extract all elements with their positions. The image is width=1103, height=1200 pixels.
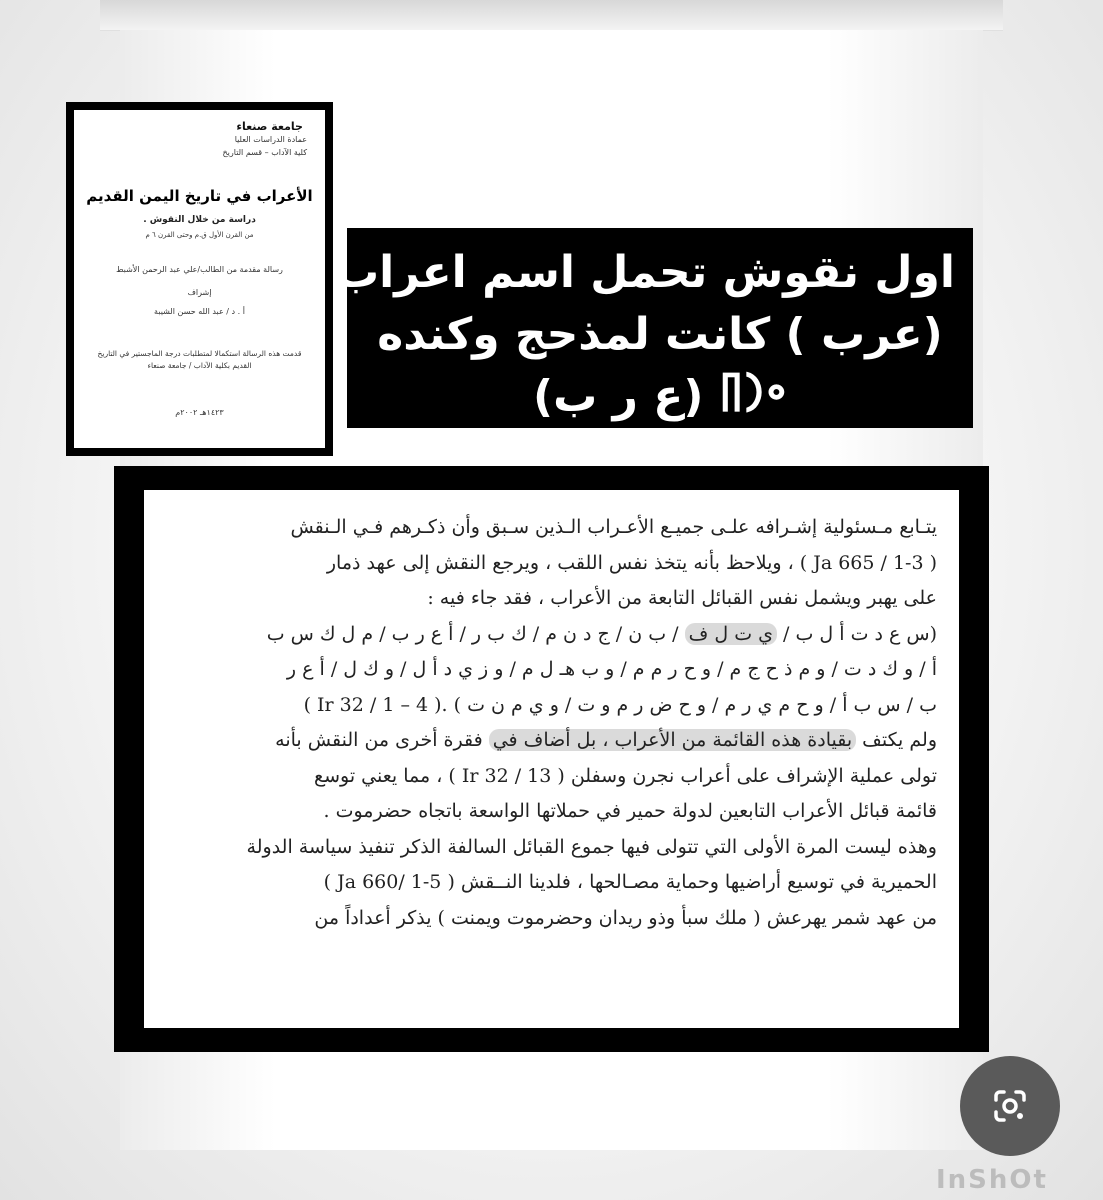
document-excerpt bbox=[114, 466, 989, 1052]
cover-submitted-by: رسالة مقدمة من الطالب/علي عبد الرحمن الأشبط bbox=[116, 265, 283, 274]
cover-year: ١٤٢٣هـ ٢٠٠٢م bbox=[175, 408, 224, 417]
cover-title: الأعراب في تاريخ اليمن القديم bbox=[86, 187, 313, 205]
excerpt-line-6: ب / س ب أ / و ح م ي ر م / و ح ض ر م و ت / و ي م ن ت ) .( Ir 32 / 1 – 4 ) bbox=[303, 693, 937, 716]
cover-supervision-label: إشراف bbox=[187, 288, 212, 297]
excerpt-line-4-end: / ب ن / ج د ن م / ك ب ر / أ ع ر ب / م ل ك س ب bbox=[266, 622, 685, 645]
google-lens-button[interactable] bbox=[960, 1056, 1060, 1156]
thesis-cover-page bbox=[74, 110, 325, 448]
excerpt-line-7-start: ولم يكتف bbox=[856, 729, 937, 751]
excerpt-line-5: أ / و ك د ت / و م ذ ح ج م / و ح ر م م / و ب هـ ل م / و ز ي د أ ل / و ك ل / أ ع ر bbox=[286, 658, 937, 680]
excerpt-line-7-end: فقرة أخرى من النقش بأنه bbox=[275, 729, 489, 751]
excerpt-page bbox=[144, 490, 959, 1028]
cover-note: قدمت هذه الرسالة استكمالا لمتطلبات درجة الماجستير في التاريخ القديم بكلية الآداب / جامعة صنعاء bbox=[97, 349, 302, 370]
excerpt-line-10: وهذه ليست المرة الأولى التي تتولى فيها جموع القبائل السالفة الذكر تنفيذ سياسة الدولة bbox=[246, 835, 937, 858]
highlight-mark: ي ت ل ف bbox=[685, 623, 777, 645]
caption-box bbox=[334, 228, 973, 428]
cover-department: كلية الآداب – قسم التاريخ bbox=[222, 148, 307, 157]
highlight-mark: بقيادة هذه القائمة من الأعراب ، بل أضاف في bbox=[489, 729, 856, 751]
cover-supervisor: أ . د / عبد الله حسن الشيبة bbox=[154, 307, 245, 316]
caption-line-3: 𐩲𐩧𐩨 (ع ر ب) bbox=[533, 371, 787, 422]
excerpt-line-4-start: (س ع د ت أ ل ب / bbox=[777, 622, 937, 645]
cover-deanship: عمادة الدراسات العليا bbox=[234, 135, 307, 144]
backdrop-roll bbox=[100, 0, 1003, 31]
excerpt-line-7 bbox=[166, 723, 937, 759]
excerpt-line-9: قائمة قبائل الأعراب التابعين لدولة حمير في حملاتها الواسعة باتجاه حضرموت . bbox=[323, 800, 937, 822]
excerpt-line-11: الحميرية في توسيع أراضيها وحماية مصـالحها ، فلدينا النــقش ( Ja 660/ 1-5 ) bbox=[323, 871, 937, 893]
excerpt-line-8: تولى عملية الإشراف على أعراب نجرن وسفلن ( Ir 32 / 13 ) ، مما يعني توسع bbox=[314, 764, 937, 787]
excerpt-line-3: على يهبر ويشمل نفس القبائل التابعة من الأعراب ، فقد جاء فيه : bbox=[427, 587, 937, 609]
cover-period: من القرن الأول ق.م وحتى القرن ٦ م bbox=[145, 231, 254, 239]
google-lens-icon bbox=[986, 1082, 1034, 1130]
excerpt-line-4 bbox=[166, 617, 937, 653]
excerpt-line-12: من عهد شمر يهرعش ( ملك سبأ وذو ريدان وحضرموت ويمنت ) يذكر أعداداً من bbox=[314, 906, 937, 929]
cover-subtitle: دراسة من خلال النقوش . bbox=[143, 215, 256, 225]
excerpt-line-1: يتـابع مـسئولية إشـرافه علـى جميـع الأعـراب الـذين سـبق وأن ذكـرهم فـي الـنقش bbox=[290, 516, 937, 538]
caption-line-2: (عرب ) كانت لمذحج وكنده bbox=[377, 309, 943, 360]
watermark: InShOt bbox=[936, 1165, 1048, 1195]
caption-line-1: اول نقوش تحمل اسم اعراب bbox=[334, 247, 955, 298]
cover-university: جامعة صنعاء bbox=[236, 120, 303, 133]
excerpt-line-2: ( Ja 665 / 1-3 ) ، ويلاحظ بأنه يتخذ نفس اللقب ، ويرجع النقش إلى عهد ذمار bbox=[326, 551, 937, 574]
thesis-cover-image bbox=[66, 102, 333, 456]
